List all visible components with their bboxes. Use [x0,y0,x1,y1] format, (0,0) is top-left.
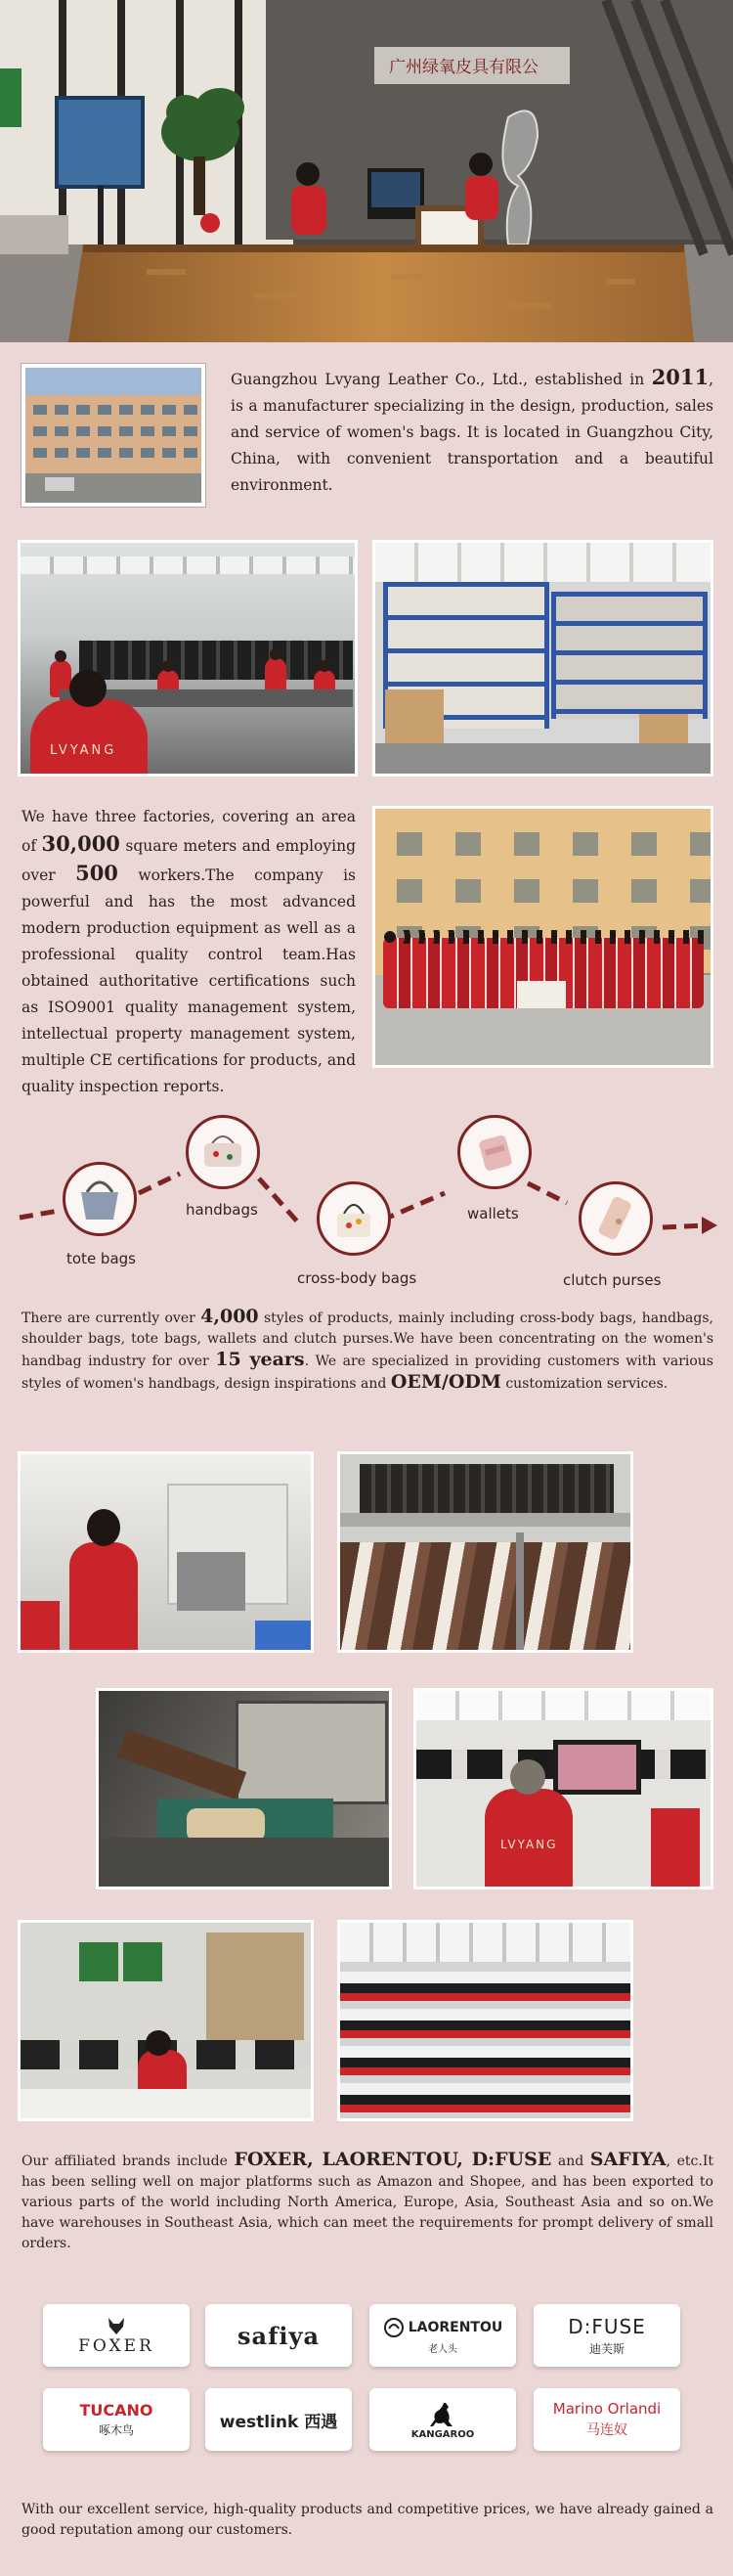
oem-odm-label: OEM/ODM [390,1371,501,1393]
factories-text-2: square meters and employing over [22,837,356,884]
style-count: 4,000 [200,1306,259,1327]
brand-logo-safiya [205,2304,352,2367]
brand-logo-tucano [43,2388,190,2451]
handbag-node [186,1115,260,1189]
kangaroo-icon [428,2400,457,2429]
brand-logo-laorentou [369,2304,516,2367]
styles-text-4: customization services. [500,1376,668,1392]
bag-production-line-photo [337,1451,633,1653]
hero-reception-photo [0,0,733,342]
styles-text-2: styles of products, mainly including cross-body bags, handbags, shoulder bags, tote bags, wallets and clutch purses.We have been concentrating on the women's handbag industry for over [22,1310,713,1369]
brand-safiya: SAFIYA [589,2149,667,2170]
closing-paragraph: With our excellent service, high-quality products and competitive prices, we have already gained a good reputation among our customers. [22,2502,713,2538]
styles-text-1: There are currently over [22,1310,201,1326]
company-sign-text: 广州绿氧皮具有限公 [389,58,539,77]
tucano-chinese-name: 啄木鸟 [98,2423,134,2437]
category-label-handbags: handbags [186,1201,258,1219]
dfuse-wordmark: D:FUSE [568,2314,646,2338]
brand-logo-kangaroo [369,2388,516,2451]
brand-logo-dfuse [534,2304,680,2367]
category-label-wallets: wallets [467,1205,519,1222]
category-label-tote-bags: tote bags [66,1250,136,1267]
clutch-purse-node [579,1181,653,1256]
laorentou-wordmark: LAORENTOU [408,2319,503,2335]
safiya-wordmark: safiya [237,2321,320,2350]
styles-text-3: . We are specialized in providing customers with various styles of women's handbags, design inspirations and [22,1354,713,1392]
factories-text-1: We have three factories, covering an area of [22,808,356,855]
office-vest-text: LVYANG [500,1838,558,1851]
brands-text-1: Our affiliated brands include [22,2154,235,2169]
open-plan-office-photo [337,1920,633,2121]
westlink-wordmark: westlink 西遇 [219,2412,338,2432]
factories-text-3: workers.The company is powerful and has the most advanced modern production equipment as well as a professional quality control team.Has obtained authoritative certifications such as ISO9001 quality management system, intellectual property management system, multiple CE certifications for products, and quality inspection reports. [22,866,356,1095]
factory-building-photo [22,364,205,507]
intro-text-2: , is a manufacturer specializing in the design, production, sales and service of women's bags. It is located in Guangzhou City, China, with convenient transportation and a beautiful environment. [231,371,713,494]
worker-count: 500 [75,861,118,885]
brand-logo-foxer [43,2304,190,2367]
marino-orlandi-chinese-name: 马连奴 [586,2422,627,2438]
founding-year: 2011 [651,365,710,389]
factories-paragraph [22,804,356,1100]
factory-area: 30,000 [41,831,120,856]
production-line-photo [18,540,358,777]
brands-paragraph [22,2150,713,2254]
crossbody-bag-node [317,1181,391,1256]
sewing-workshop-photo [18,1451,314,1653]
brands-and: and [551,2154,590,2169]
marino-orlandi-wordmark: Marino Orlandi [552,2400,662,2418]
laorentou-chinese-name: 老人头 [428,2343,457,2355]
office-staff-photo [413,1688,713,1889]
foxer-wordmark: FOXER [78,2336,154,2356]
dfuse-chinese-name: 迪芙斯 [588,2341,625,2356]
warehouse-shelves-photo [372,540,713,777]
tote-bag-node [63,1162,137,1236]
affiliated-brand-names: FOXER, LAORENTOU, D:FUSE [234,2149,552,2170]
industry-years: 15 years [215,1349,305,1370]
category-label-clutch-purses: clutch purses [563,1271,662,1289]
product-category-timeline [0,1095,733,1310]
brand-logo-marino-orlandi [534,2388,680,2451]
kangaroo-wordmark: KANGAROO [410,2428,475,2440]
leather-crafting-photo [96,1688,392,1889]
styles-paragraph [22,1307,713,1395]
team-group-photo [372,806,713,1068]
wallet-node [457,1115,532,1189]
brand-logo-westlink [205,2388,352,2451]
intro-text-1: Guangzhou Lvyang Leather Co., Ltd., established in [231,371,652,388]
vest-print-text: LVYANG [50,743,117,758]
worker-red-vest [30,699,148,774]
reception-illustration [0,0,733,342]
tucano-wordmark: TUCANO [79,2401,153,2420]
intro-paragraph [231,364,713,499]
crest-icon [383,2317,405,2338]
category-label-cross-body-bags: cross-body bags [297,1269,417,1287]
brands-text-2: , etc.It has been selling well on major platforms such as Amazon and Shopee, and has been exported to various parts of the world including North America, Europe, Asia, Southeast Asia and so on.We have warehouses in Southeast Asia, which can meet the requirements for prompt delivery of small orders. [22,2154,713,2251]
sales-office-photo [18,1920,314,2121]
fox-icon [106,2315,127,2336]
